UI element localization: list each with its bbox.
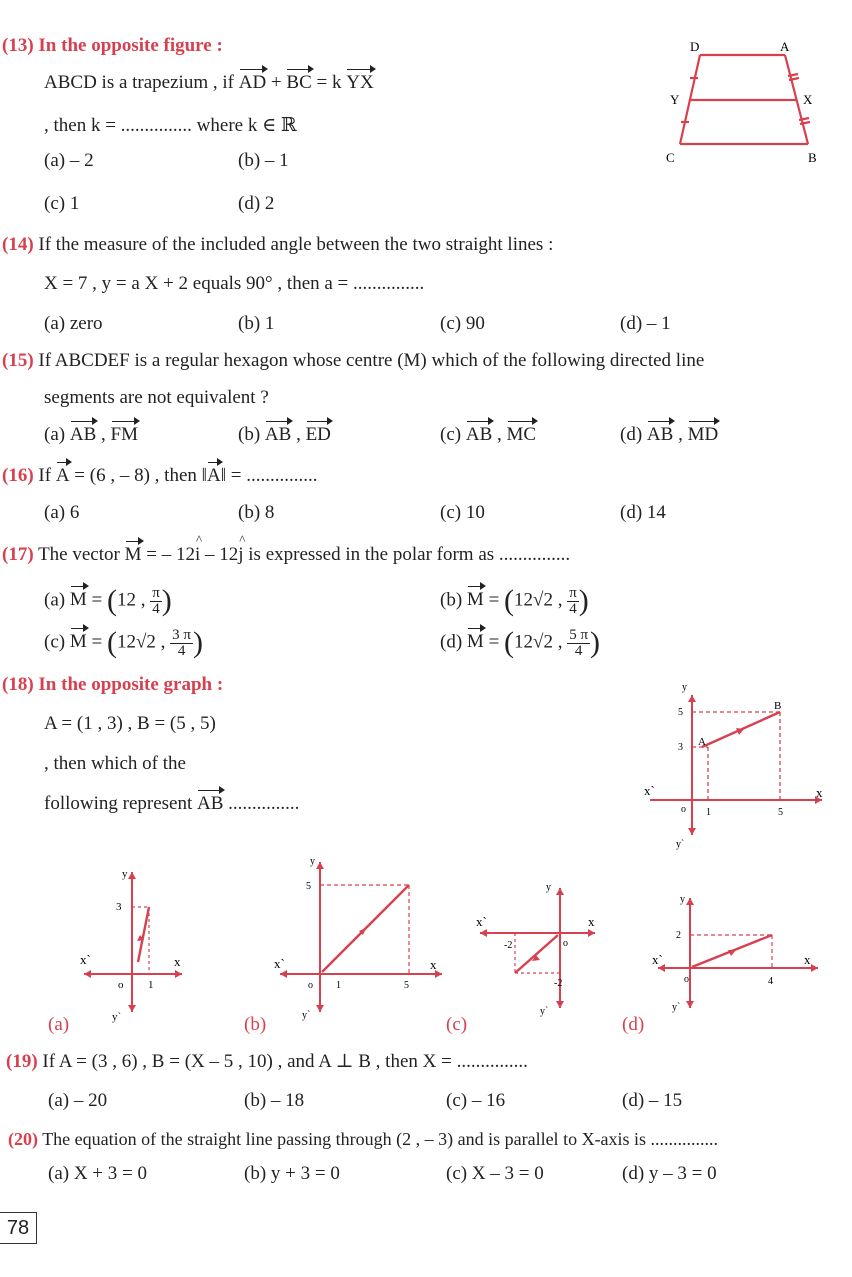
paren-open: ( — [106, 626, 117, 659]
svg-text:x`: x` — [274, 956, 285, 971]
q14-option-c[interactable]: (c) 90 — [440, 313, 485, 334]
svg-text:x`: x` — [80, 952, 91, 967]
equation-part: – 12 — [205, 544, 239, 565]
numerator: 3 π — [172, 626, 191, 643]
question-title: In the opposite figure : — [38, 35, 223, 56]
paren-close: ) — [578, 584, 589, 617]
vector-ab: AB — [465, 424, 493, 445]
question-number: (15) — [2, 350, 34, 371]
vector-mc: MC — [506, 424, 537, 445]
magnitude: 12√2 , — [116, 631, 166, 653]
paren-close: ) — [192, 626, 203, 659]
q17-line — [2, 544, 570, 566]
denominator: 4 — [177, 642, 186, 659]
q20-option-d[interactable]: (d) y – 3 = 0 — [622, 1163, 717, 1184]
q16-option-b[interactable]: (b) 8 — [238, 502, 275, 523]
svg-text:y`: y` — [112, 1011, 122, 1023]
label-b: B — [808, 150, 817, 165]
point-a-label: A — [698, 736, 706, 748]
magnitude: 12 , — [116, 589, 146, 611]
option-label: (a) — [44, 424, 66, 445]
svg-text:y: y — [546, 882, 551, 893]
origin-label: o — [681, 804, 686, 815]
q13-statement — [44, 72, 374, 94]
vector-ab: AB — [197, 793, 224, 814]
svg-text:y`: y` — [540, 1006, 549, 1017]
q18-graph-b[interactable] — [270, 852, 450, 1022]
vector-ab: AB — [69, 424, 97, 445]
vector-bc: BC — [286, 72, 312, 93]
q18-option-a-label[interactable]: (a) — [48, 1014, 70, 1035]
svg-text:2: 2 — [676, 930, 681, 941]
svg-text:1: 1 — [148, 979, 154, 991]
q17-option-d[interactable] — [440, 626, 600, 660]
magnitude: 12√2 , — [514, 631, 563, 653]
q20-option-c[interactable]: (c) X – 3 = 0 — [446, 1163, 544, 1184]
text-if: If — [38, 465, 52, 486]
equals: = — [91, 631, 103, 653]
q18-graph-c[interactable] — [470, 878, 610, 1018]
q15-option-d[interactable] — [620, 424, 718, 446]
svg-text:x: x — [174, 954, 181, 969]
page-number: 78 — [0, 1212, 37, 1244]
magnitude: 12√2 , — [514, 589, 563, 611]
paren-open: ( — [504, 626, 515, 659]
vector-yx: YX — [346, 72, 374, 93]
q18-option-c-label[interactable]: (c) — [446, 1014, 468, 1035]
vector-md: MD — [687, 424, 719, 445]
svg-text:x`: x` — [476, 914, 487, 929]
label-c: C — [666, 150, 675, 165]
statement-text: ABCD is a trapezium , if — [44, 72, 234, 93]
q18-graph-d[interactable] — [648, 888, 828, 1018]
angle-fraction — [150, 586, 162, 617]
q20-option-b[interactable]: (b) y + 3 = 0 — [244, 1163, 340, 1184]
norm-end: ‖ = ............... — [220, 465, 318, 486]
svg-text:5: 5 — [306, 881, 311, 892]
q15-option-b[interactable] — [238, 424, 331, 446]
q18-line1: A = (1 , 3) , B = (5 , 5) — [44, 713, 216, 734]
paren-open: ( — [106, 584, 117, 617]
paren-open: ( — [504, 584, 515, 617]
q13-heading — [2, 35, 223, 57]
q13-line2: , then k = ............... where k ∈ ℝ — [44, 115, 297, 136]
plus-sign: + — [270, 72, 282, 93]
label-x: X — [803, 92, 813, 107]
paren-close: ) — [161, 584, 172, 617]
unit-j: ^ j — [238, 544, 243, 566]
separator: , — [291, 424, 306, 445]
svg-text:o: o — [308, 980, 313, 991]
q17-option-b[interactable] — [440, 584, 589, 618]
svg-text:o: o — [563, 938, 568, 949]
q18-main-graph — [640, 675, 830, 850]
svg-text:y: y — [680, 894, 685, 905]
question-text: If A = (3 , 6) , B = (X – 5 , 10) , and A ⊥ B , then X = ............... — [42, 1051, 528, 1072]
axis-x-neg-label: x` — [644, 783, 655, 798]
q19-option-c[interactable]: (c) – 16 — [446, 1090, 506, 1111]
question-number: (20) — [8, 1129, 38, 1149]
q18-graph-a[interactable] — [70, 862, 200, 1027]
q13-option-b[interactable]: (b) – 1 — [238, 150, 289, 171]
q19-option-d[interactable]: (d) – 15 — [622, 1090, 683, 1111]
question-title: In the opposite graph : — [38, 674, 224, 695]
vector-ab: AB — [646, 424, 674, 445]
question-text: If the measure of the included angle between the two straight lines : — [38, 234, 554, 255]
point-b-label: B — [774, 700, 782, 712]
vector-ed: ED — [305, 424, 331, 445]
label-a: A — [780, 39, 790, 54]
axis-x-label: x — [816, 785, 823, 800]
denominator: 4 — [569, 600, 577, 617]
svg-text:y`: y` — [302, 1010, 311, 1021]
q17-option-a[interactable] — [44, 584, 172, 618]
equals-k: = k — [316, 72, 342, 93]
svg-text:o: o — [684, 974, 689, 985]
equals: = — [91, 589, 103, 611]
question-text: If ABCDEF is a regular hexagon whose centre (M) which of the following directed line — [38, 350, 705, 371]
vector-m: M — [69, 589, 87, 611]
vector-ad: AD — [238, 72, 267, 93]
question-number: (18) — [2, 674, 34, 695]
question-text: = (6 , – 8) , then ‖ — [74, 465, 207, 486]
q18-option-b-label[interactable]: (b) — [244, 1014, 267, 1035]
q17-option-c[interactable] — [44, 626, 203, 660]
vector-m: M — [466, 631, 484, 653]
tick-3: 3 — [678, 742, 683, 753]
paren-close: ) — [590, 626, 601, 659]
svg-text:y: y — [122, 868, 128, 880]
svg-text:y`: y` — [672, 1002, 681, 1013]
question-number: (13) — [2, 35, 34, 56]
option-label: (b) — [440, 589, 463, 611]
svg-text:-2: -2 — [554, 978, 563, 989]
axis-y-neg-label: y` — [676, 839, 685, 850]
q18-option-d-label[interactable]: (d) — [622, 1014, 645, 1035]
q19-option-a[interactable]: (a) – 20 — [48, 1090, 108, 1111]
q18-line3 — [44, 793, 299, 815]
numerator: π — [152, 584, 160, 601]
angle-fraction — [567, 628, 590, 659]
blank: ............... — [228, 793, 300, 814]
q16-option-c[interactable]: (c) 10 — [440, 502, 485, 523]
option-label: (b) — [238, 424, 261, 445]
option-label: (d) — [620, 424, 643, 445]
vector-a: A — [55, 465, 70, 486]
unit-i: ^ i — [195, 544, 200, 566]
q14-option-b[interactable]: (b) 1 — [238, 313, 275, 334]
q20-option-a[interactable]: (a) X + 3 = 0 — [48, 1163, 147, 1184]
trapezium-figure — [660, 36, 840, 171]
question-text: following represent — [44, 793, 193, 814]
svg-text:x: x — [588, 914, 595, 929]
label-y: Y — [670, 92, 680, 107]
axis-y-label: y — [682, 682, 687, 693]
q15-option-a[interactable] — [44, 424, 138, 446]
option-label: (d) — [440, 631, 463, 653]
question-text-end: is expressed in the polar form as ............... — [248, 544, 571, 565]
question-text: The vector — [38, 544, 120, 565]
equals: = — [488, 631, 500, 653]
q19-line — [6, 1050, 528, 1073]
angle-fraction — [567, 586, 579, 617]
svg-text:x`: x` — [652, 952, 663, 967]
equation-part: = – 12 — [146, 544, 195, 565]
tick-1: 1 — [706, 807, 711, 818]
angle-fraction — [170, 628, 193, 659]
svg-text:1: 1 — [336, 980, 341, 991]
separator: , — [492, 424, 507, 445]
separator: , — [673, 424, 688, 445]
denominator: 4 — [152, 600, 160, 617]
tick-5: 5 — [678, 707, 683, 718]
vector-m: M — [466, 589, 484, 611]
q14-option-d[interactable]: (d) – 1 — [620, 313, 671, 334]
question-number: (16) — [2, 465, 34, 486]
vector-m: M — [69, 631, 87, 653]
question-number: (14) — [2, 234, 34, 255]
svg-text:x: x — [804, 952, 811, 967]
numerator: 5 π — [569, 626, 589, 643]
question-number: (19) — [6, 1051, 38, 1072]
denominator: 4 — [574, 642, 583, 659]
tick-5x: 5 — [778, 807, 783, 818]
option-label: (c) — [44, 631, 66, 653]
vector-ab: AB — [264, 424, 292, 445]
q18-heading — [2, 674, 223, 696]
q13-option-a[interactable]: (a) – 2 — [44, 150, 94, 171]
q16-line — [2, 465, 318, 487]
q15-line2: segments are not equivalent ? — [44, 387, 269, 408]
question-number: (17) — [2, 544, 34, 565]
q16-option-d[interactable]: (d) 14 — [620, 502, 666, 523]
vector-fm: FM — [110, 424, 138, 445]
svg-text:-2: -2 — [504, 940, 513, 951]
vector-a: A — [206, 465, 221, 486]
separator: , — [96, 424, 111, 445]
vector-m: M — [124, 544, 142, 565]
option-label: (c) — [440, 424, 462, 445]
option-label: (a) — [44, 589, 66, 611]
svg-text:3: 3 — [116, 901, 122, 913]
equals: = — [488, 589, 500, 611]
q15-option-c[interactable] — [440, 424, 536, 446]
svg-text:4: 4 — [768, 976, 773, 987]
svg-text:5: 5 — [404, 980, 409, 991]
svg-text:x: x — [430, 957, 437, 972]
label-d: D — [690, 39, 700, 54]
q19-option-b[interactable]: (b) – 18 — [244, 1090, 305, 1111]
q18-line2: , then which of the — [44, 753, 186, 774]
svg-text:y: y — [310, 856, 315, 867]
numerator: π — [569, 584, 577, 601]
q14-option-a[interactable]: (a) zero — [44, 313, 103, 334]
question-text: The equation of the straight line passing through (2 , – 3) and is parallel to X-axis is ............... — [42, 1129, 719, 1149]
q13-option-c[interactable]: (c) 1 — [44, 193, 80, 214]
svg-text:o: o — [118, 979, 124, 991]
q15-line1 — [2, 350, 704, 372]
q14-line2: X = 7 , y = a X + 2 equals 90° , then a = ............... — [44, 273, 425, 294]
q16-option-a[interactable]: (a) 6 — [44, 502, 80, 523]
q13-option-d[interactable]: (d) 2 — [238, 193, 275, 214]
q20-line — [8, 1129, 718, 1150]
q14-line1 — [2, 234, 553, 256]
